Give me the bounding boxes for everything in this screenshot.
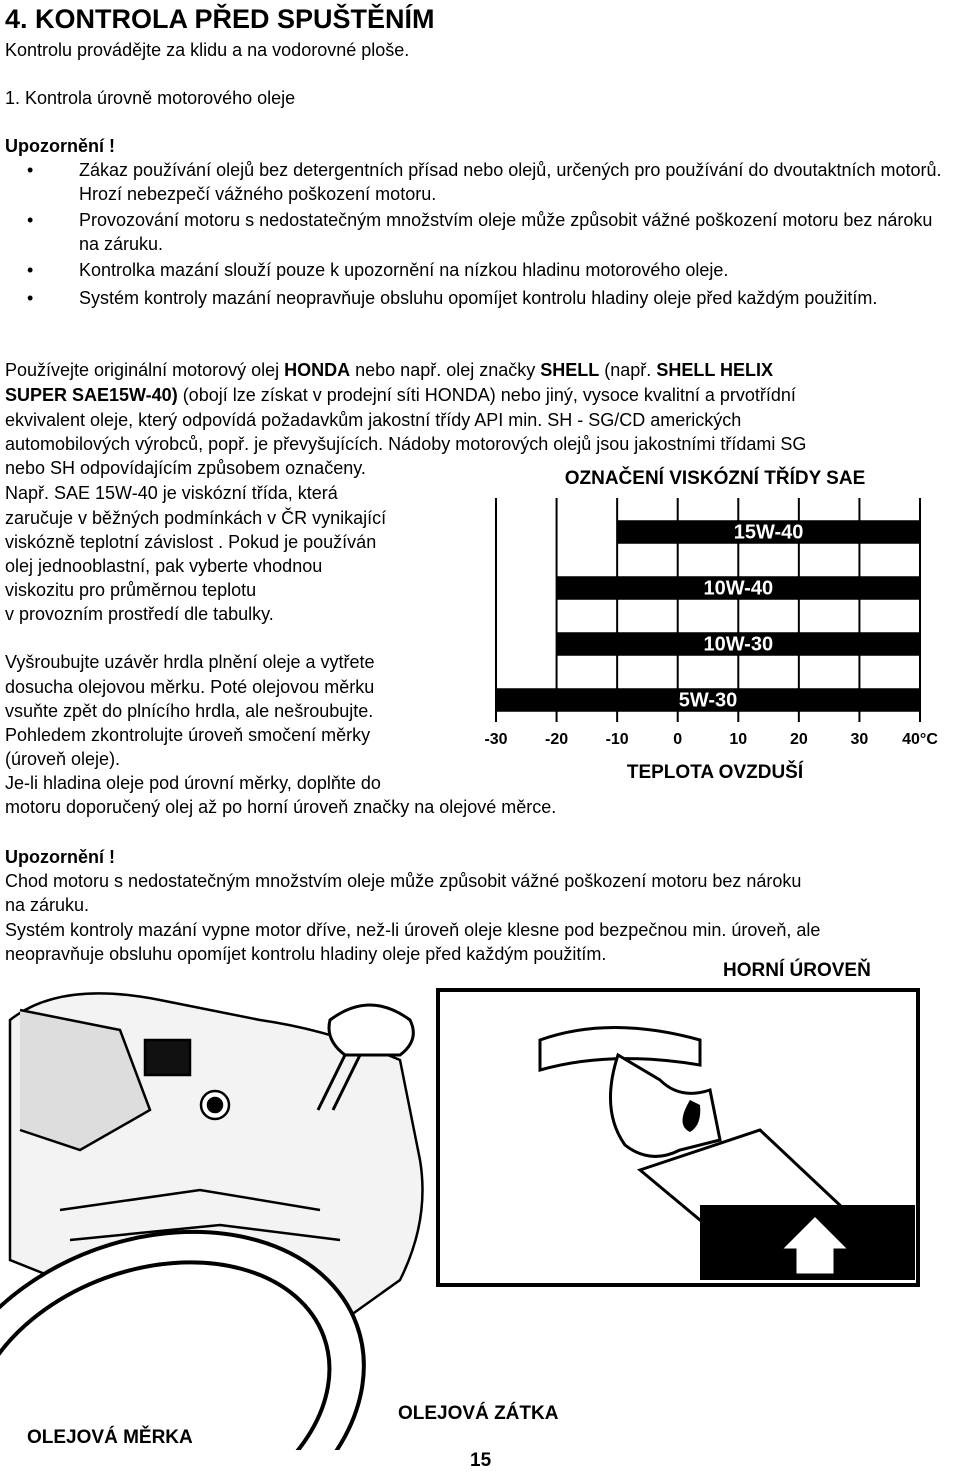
label-oil-cap: OLEJOVÁ ZÁTKA bbox=[398, 1403, 559, 1424]
oil-para-line: olej jednooblastní, pak vyberte vhodnou bbox=[5, 556, 323, 576]
warning-line: Chod motoru s nedostatečným množstvím oleje může způsobit vážné poškození motoru bez nároku bbox=[5, 871, 802, 891]
viscosity-chart bbox=[480, 460, 950, 785]
bullet-icon: • bbox=[27, 160, 34, 180]
tick-label: 40°C bbox=[902, 731, 938, 748]
check-para-line: (úroveň oleje). bbox=[5, 749, 121, 769]
bar-label: 10W-30 bbox=[703, 633, 774, 656]
warning-label: Upozornění ! bbox=[5, 847, 115, 867]
chart-title: OZNAČENÍ VISKÓZNÍ TŘÍDY SAE bbox=[564, 468, 866, 489]
bullet-icon: • bbox=[27, 288, 34, 308]
oil-para-line: viskózně teplotní závislost . Pokud je používán bbox=[5, 532, 377, 552]
text: nebo např. olej značky bbox=[350, 360, 541, 380]
brand-honda: HONDA bbox=[284, 360, 351, 380]
product-name: SHELL HELIX bbox=[656, 360, 773, 380]
oil-para-line: viskozitu pro průměrnou teplotu bbox=[5, 580, 257, 600]
warning-label: Upozornění ! bbox=[5, 136, 115, 156]
bar-label: 5W-30 bbox=[678, 689, 738, 712]
label-upper-level: HORNÍ ÚROVEŇ bbox=[723, 960, 871, 981]
chart-xlabel: TEPLOTA OVZDUŠÍ bbox=[626, 762, 804, 783]
product-name: SUPER SAE15W-40) bbox=[5, 385, 178, 405]
bullet-item: Provozování motoru s nedostatečným množstvím oleje může způsobit vážné poškození motoru bez nároku na záruku. bbox=[79, 210, 933, 254]
engine-illustration bbox=[0, 960, 960, 1450]
brand-shell: SHELL bbox=[540, 360, 600, 380]
bar-label: 15W-40 bbox=[733, 521, 804, 544]
text: Používejte originální motorový olej bbox=[5, 360, 285, 380]
oil-para-line bbox=[5, 358, 773, 382]
oil-para-line bbox=[5, 383, 796, 407]
viscosity-chart-svg bbox=[480, 460, 950, 785]
page-number: 15 bbox=[470, 1450, 492, 1471]
tick-label: 20 bbox=[789, 731, 808, 748]
text: (např. bbox=[599, 360, 657, 380]
warning-line: na záruku. bbox=[5, 895, 90, 915]
chart-plot bbox=[484, 498, 938, 748]
tick-label: -10 bbox=[605, 731, 629, 748]
oil-para-line: nebo SH odpovídajícím způsobem označeny. bbox=[5, 458, 366, 478]
tick-label: 10 bbox=[729, 731, 748, 748]
oil-para-line: Např. SAE 15W-40 je viskózní třída, která bbox=[5, 483, 338, 503]
text: (obojí lze získat v prodejní síti HONDA) nebo jiný, vysoce kvalitní a prvotřídní bbox=[177, 385, 796, 405]
oil-para-line: ekvivalent oleje, který odpovídá požadavkům jakostní třídy API min. SH - SG/CD amerických bbox=[5, 410, 742, 430]
tick-label: 0 bbox=[673, 731, 683, 748]
oil-para-line: automobilových výrobců, popř. je převyšujících. Nádoby motorových olejů jsou jakostními třídami SG bbox=[5, 434, 807, 454]
bullet-item: Systém kontroly mazání neopravňuje obsluhu opomíjet kontrolu hladiny oleje před každým použitím. bbox=[79, 288, 878, 308]
warning-line: Systém kontroly mazání vypne motor dříve, než-li úroveň oleje klesne pod bezpečnou min. úroveň, ale bbox=[5, 920, 821, 940]
label-dipstick: OLEJOVÁ MĚRKA bbox=[27, 1427, 193, 1448]
check-para-line: dosucha olejovou měrku. Poté olejovou měrku bbox=[5, 677, 375, 697]
subtitle: Kontrolu provádějte za klidu a na vodorovné ploše. bbox=[5, 40, 410, 60]
warning-line: neopravňuje obsluhu opomíjet kontrolu hladiny oleje před každým použitím. bbox=[5, 944, 607, 964]
check-para-line: Je-li hladina oleje pod úrovní měrky, doplňte do bbox=[5, 773, 381, 793]
check-para-line: Vyšroubujte uzávěr hrdla plnění oleje a vytřete bbox=[5, 652, 375, 672]
dipstick-inset bbox=[438, 990, 918, 1285]
bullet-icon: • bbox=[27, 260, 34, 280]
oil-para-line: zaručuje v běžných podmínkách v ČR vynikající bbox=[5, 508, 387, 528]
check-para-line: Pohledem zkontrolujte úroveň smočení měrky bbox=[5, 725, 371, 745]
bullet-item: Zákaz používání olejů bez detergentních přísad nebo olejů, určených pro používání do dvoutaktních motorů. Hrozí nebezpečí vážného poškození motoru. bbox=[79, 160, 942, 204]
oil-para-line: v provozním prostředí dle tabulky. bbox=[5, 604, 274, 624]
section-heading: 1. Kontrola úrovně motorového oleje bbox=[5, 88, 296, 108]
bar-label: 10W-40 bbox=[703, 577, 774, 600]
tick-label: 30 bbox=[850, 731, 869, 748]
check-para-line: motoru doporučený olej až po horní úroveň značky na olejové měrce. bbox=[5, 797, 557, 817]
tick-label: -30 bbox=[484, 731, 508, 748]
check-para-line: vsuňte zpět do plnícího hrdla, ale nešroubujte. bbox=[5, 701, 374, 721]
oil-check-figure bbox=[0, 960, 960, 1450]
page-title: 4. KONTROLA PŘED SPUŠTĚNÍM bbox=[5, 4, 435, 34]
bullet-icon: • bbox=[27, 210, 34, 230]
bullet-item: Kontrolka mazání slouží pouze k upozornění na nízkou hladinu motorového oleje. bbox=[79, 260, 729, 280]
tick-label: -20 bbox=[545, 731, 569, 748]
label-plate bbox=[145, 1040, 190, 1075]
